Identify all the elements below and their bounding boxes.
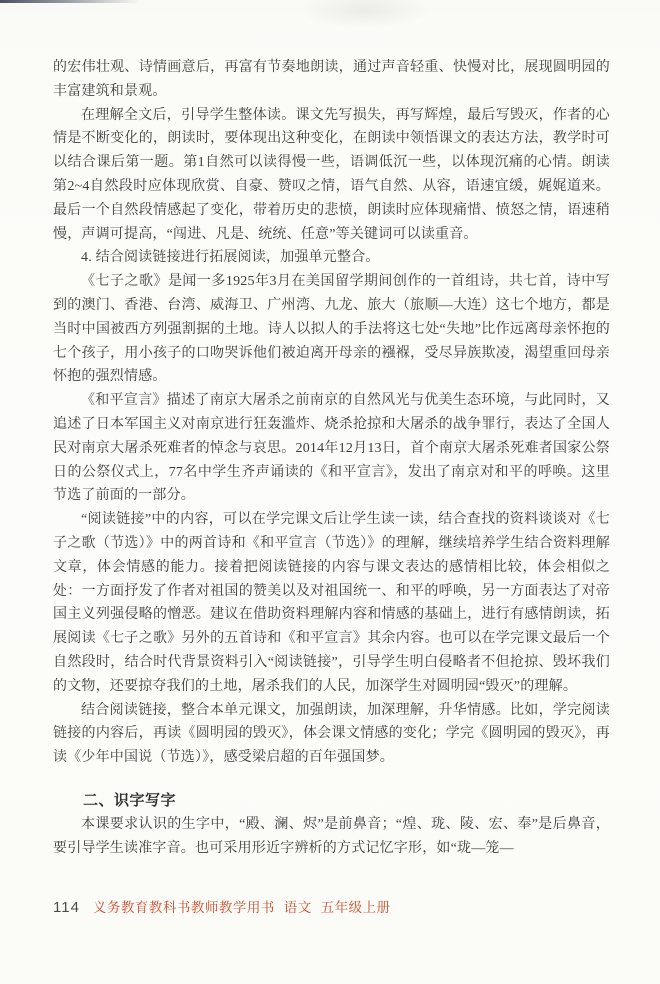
page-footer [53,896,391,916]
body-paragraph: 《和平宣言》描述了南京大屠杀之前南京的自然风光与优美生态环境，与此同时，又追述了日本军国主义对南京进行狂轰滥炸、烧杀抢掠和大屠杀的战争罪行，表达了全国人民对南京大屠杀死难者的悼念与哀思。2014年12月13日，首个南京大屠杀死难者国家公祭日的公祭仪式上，77名中学生齐声诵读的《和平宣言》，发出了南京对和平的呼唤。这里节选了前面的一部分。 [53,393,610,504]
footer-book-title: 义务教育教科书教师教学用书 语文 五年级上册 [92,900,391,915]
section-heading: 二、识字写字 [83,791,177,809]
body-paragraph: 《七子之歌》是闻一多1925年3月在美国留学期间创作的一首组诗，共七首，诗中写到的澳门、香港、台湾、威海卫、广州湾、九龙、旅大（旅顺—大连）这七个地方，都是当时中国被西方列强割据的土地。诗人以拟人的手法将这七处“失地”比作远离母亲怀抱的七个孩子，用小孩子的口吻哭诉他们被迫离开母亲的襁褓，受尽异族欺凌，渴望重回母亲怀抱的强烈情感。 [53,274,610,385]
scan-artifact-smudge [300,0,430,28]
body-paragraph: 在理解全文后，引导学生整体读。课文先写损失，再写辉煌，最后写毁灭，作者的心情是不断变化的，朗读时，要体现出这种变化，在朗读中领悟课文的表达方法，教学时可以结合课后第一题。第1自然可以读得慢一些，语调低沉一些，以体现沉痛的心情。朗读第2~4自然段时应体现欣赏、自豪、赞叹之情，语气自然、从容，语速宜缓，娓娓道来。最后一个自然段情感起了变化，带着历史的悲愤，朗读时应体现痛惜、愤怒之情，语速稍慢，声调可提高，“闯进、凡是、统统、任意”等关键词可以读重音。 [53,107,610,242]
body-paragraph: 的宏伟壮观、诗情画意后，再富有节奏地朗读，通过声音轻重、快慢对比，展现圆明园的丰富建筑和景观。 [53,60,610,99]
body-paragraph: “阅读链接”中的内容，可以在学完课文后让学生读一读，结合查找的资料谈谈对《七子之歌（节选）》中的两首诗和《和平宣言（节选）》的理解，继续培养学生结合资料理解文章，体会情感的能力。接着把阅读链接的内容与课文表达的感情相比较，体会相似之处：一方面抒发了作者对祖国的赞美以及对祖国统一、和平的呼唤，另一方面表达了对帝国主义列强侵略的憎恶。建议在借助资料理解内容和情感的基础上，进行有感情朗读，拓展阅读《七子之歌》另外的五首诗和《和平宣言》其余内容。也可以在学完课文最后一个自然段时，结合时代背景资料引入“阅读链接”，引导学生明白侵略者不但抢掠、毁坏我们的文物，还要掠夺我们的土地，屠杀我们的人民，加深学生对圆明园“毁灭”的理解。 [53,512,610,694]
body-paragraph: 结合阅读链接，整合本单元课文，加强朗读，加深理解，升华情感。比如，学完阅读链接的内容后，再读《圆明园的毁灭》，体会课文情感的变化；学完《圆明园的毁灭》，再读《少年中国说（节选）》，感受梁启超的百年强国梦。 [53,702,610,766]
body-paragraph: 本课要求认识的生字中，“殿、澜、烬”是前鼻音；“煌、珑、陵、宏、奉”是后鼻音，要引导学生读准字音。也可采用形近字辨析的方式记忆字形，如“珑—笼— [53,816,610,856]
scan-artifact-top-edge [0,0,140,3]
page-body [53,56,610,861]
numbered-point-paragraph: 4. 结合阅读链接进行拓展阅读，加强单元整合。 [81,250,380,266]
page-number: 114 [53,899,80,916]
